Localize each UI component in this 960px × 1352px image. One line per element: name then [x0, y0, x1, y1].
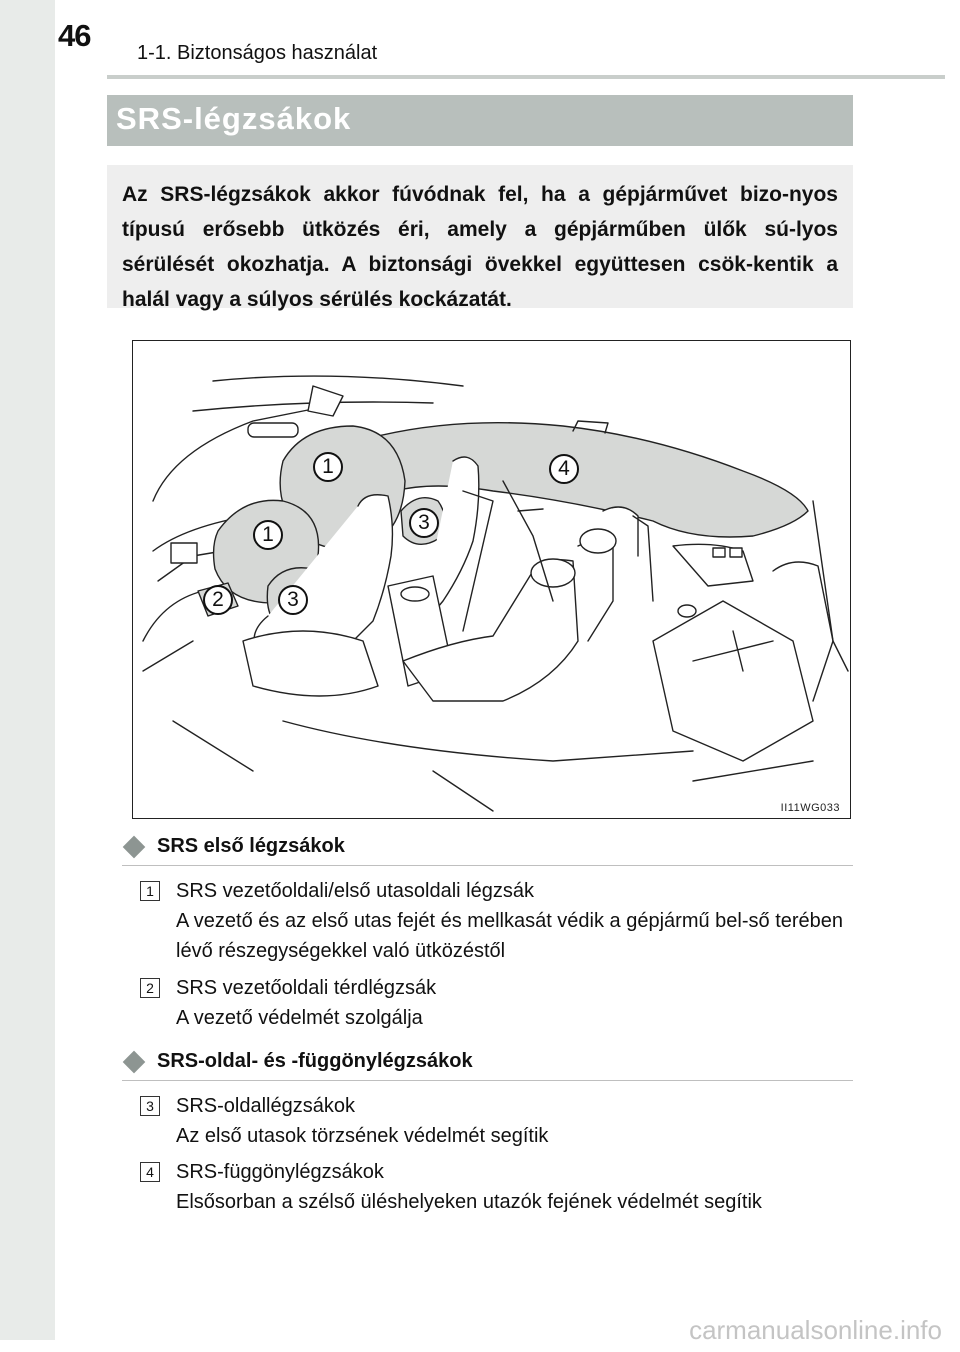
car-interior-drawing — [133, 341, 851, 819]
item-title: SRS vezetőoldali/első utasoldali légzsák — [176, 880, 534, 902]
airbag-illustration — [132, 340, 851, 819]
item-title: SRS-oldallégzsákok — [176, 1095, 355, 1117]
item-description: Elsősorban a szélső üléshelyeken utazók fejének védelmét segítik — [176, 1191, 762, 1213]
item-title: SRS vezetőoldali térdlégzsák — [176, 977, 437, 999]
callout-3-driver-side: 3 — [278, 585, 308, 615]
header-rule — [107, 75, 945, 79]
diamond-bullet-icon — [123, 835, 146, 858]
list-item — [140, 876, 855, 966]
subheading-side-curtain-airbags — [122, 1050, 473, 1073]
intro-box — [107, 165, 853, 311]
subheading-text: SRS első légzsákok — [157, 835, 345, 857]
intro-text: Az SRS-légzsákok akkor fúvódnak fel, ha a gépjárművet bizo-nyos típusú erősebb ütközés éri, amely a gépjárműben ülők sú-lyos sérülését okozhatja. A biztonsági övekkel együttesen csök-kentik a halál vagy a súlyos sérülés kockázatát. — [122, 183, 838, 311]
page-margin-strip — [0, 0, 55, 1340]
page-number: 46 — [58, 18, 91, 53]
list-item — [140, 973, 855, 1033]
watermark: carmanualsonline.info — [689, 1315, 942, 1345]
diamond-bullet-icon — [123, 1050, 146, 1073]
section-title: SRS-légzsákok — [116, 101, 352, 136]
item-number-badge: 3 — [140, 1096, 160, 1116]
item-description: A vezető védelmét szolgálja — [176, 1007, 423, 1029]
list-item — [140, 1091, 855, 1151]
chapter-title: 1-1. Biztonságos használat — [137, 42, 378, 64]
callout-1-passenger: 1 — [313, 452, 343, 482]
subheading-rule — [122, 865, 853, 866]
callout-2-knee: 2 — [203, 585, 233, 615]
item-title: SRS-függönylégzsákok — [176, 1161, 384, 1183]
subheading-front-airbags — [122, 835, 345, 858]
item-description: A vezető és az első utas fejét és mellkasát védik a gépjármű bel-ső terében lévő részegységekkel való ütközéstől — [176, 910, 844, 962]
callout-3-passenger-side: 3 — [409, 508, 439, 538]
item-number-badge: 2 — [140, 978, 160, 998]
callout-1-driver: 1 — [253, 520, 283, 550]
item-description: Az első utasok törzsének védelmét segítik — [176, 1125, 549, 1147]
callout-4-curtain: 4 — [549, 454, 579, 484]
subheading-text: SRS-oldal- és -függönylégzsákok — [157, 1050, 473, 1072]
figure-code: II11WG033 — [780, 802, 840, 814]
list-item — [140, 1157, 855, 1217]
subheading-rule — [122, 1080, 853, 1081]
item-number-badge: 1 — [140, 881, 160, 901]
item-number-badge: 4 — [140, 1162, 160, 1182]
